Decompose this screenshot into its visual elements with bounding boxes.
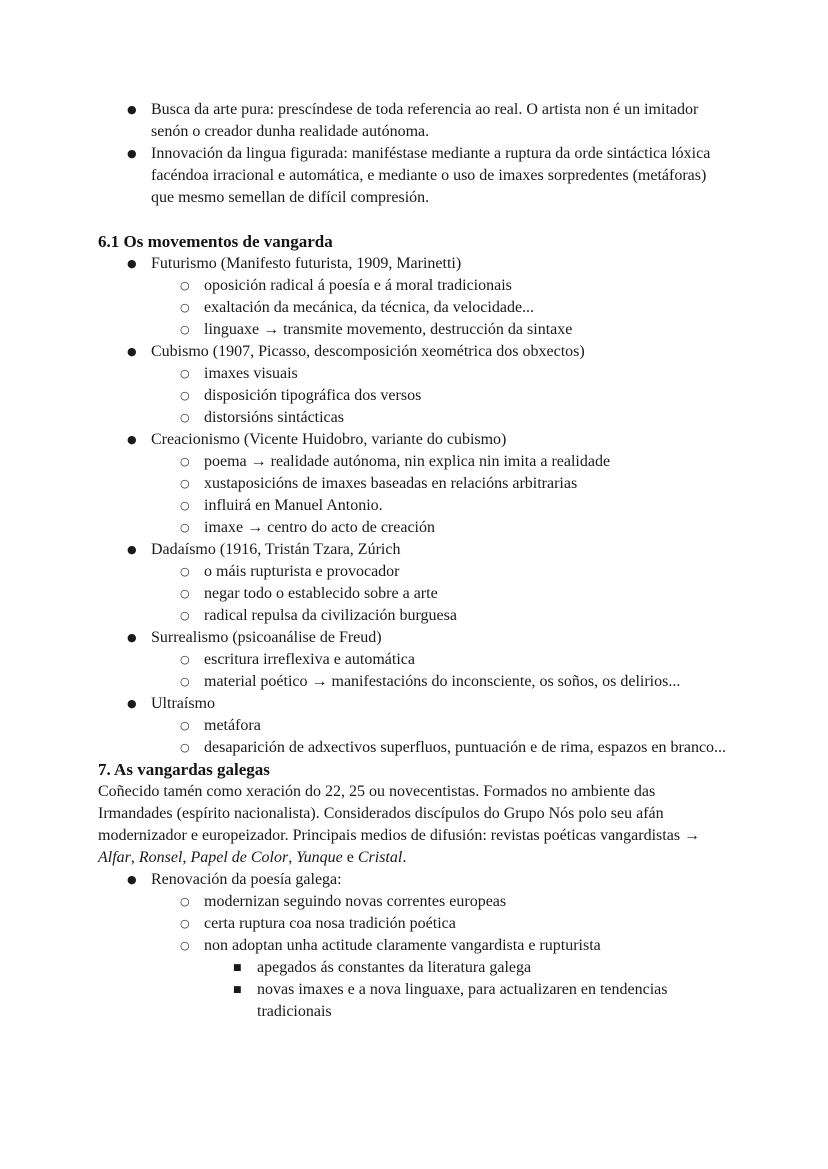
list-item [98,605,730,627]
list-item-text: certa ruptura coa nosa tradición poética [204,915,456,932]
list-item-text: imaxe → centro do acto de creación [204,519,435,536]
list-item [98,957,730,979]
square-bullet-icon: ■ [233,963,242,973]
list-item-text: imaxes visuais [204,365,298,382]
list-item-text: distorsións sintácticas [204,409,344,426]
circle-bullet-icon: ○ [180,587,190,600]
circle-bullet-icon: ○ [180,367,190,380]
paragraph [98,781,730,869]
circle-bullet-icon: ○ [180,895,190,908]
list-item-text: Renovación da poesía galega: [151,871,342,888]
list-item-text: metáfora [204,717,261,734]
text-run: . [402,849,407,866]
circle-bullet-icon: ○ [180,719,190,732]
list-item-text: exaltación da mecánica, da técnica, da velocidade... [204,299,535,316]
circle-bullet-icon: ○ [180,565,190,578]
text-run: Coñecido tamén como xeración do 22, 25 ou novecentistas. Formados no ambiente das Irmandades (espírito nacionalista). Considerados discípulos do Grupo Nós polo seu afán modernizador e europeizador. Principais medios de difusión: revistas poéticas vangardistas → [98,783,701,844]
disc-bullet-icon: ● [127,873,137,886]
circle-bullet-icon: ○ [180,411,190,424]
list-item [98,297,730,319]
list-item [98,451,730,473]
list-item-text: o máis rupturista e provocador [204,563,400,580]
circle-bullet-icon: ○ [180,279,190,292]
disc-bullet-icon: ● [127,433,137,446]
text-run: e [342,849,358,866]
list-item [98,715,730,737]
list-item [98,341,730,363]
list-item-text: apegados ás constantes da literatura galega [257,959,532,976]
circle-bullet-icon: ○ [180,917,190,930]
list-item [98,253,730,275]
journal-title: Alfar [98,849,131,866]
list-item [98,649,730,671]
list-item [98,143,730,209]
disc-bullet-icon: ● [127,631,137,644]
list-item-text: linguaxe → transmite movemento, destrucción da sintaxe [204,321,573,338]
list-item-text: Futurismo (Manifesto futurista, 1909, Marinetti) [151,255,462,272]
text-run: , [182,849,191,866]
list-item [98,583,730,605]
circle-bullet-icon: ○ [180,741,190,754]
disc-bullet-icon: ● [127,147,137,160]
list-item [98,429,730,451]
list-item [98,671,730,693]
list-item [98,935,730,957]
circle-bullet-icon: ○ [180,653,190,666]
text-run: , [130,849,139,866]
disc-bullet-icon: ● [127,345,137,358]
list-item-text: non adoptan unha actitude claramente vangardista e rupturista [204,937,601,954]
list-item [98,561,730,583]
circle-bullet-icon: ○ [180,477,190,490]
list-item-text: Surrealismo (psicoanálise de Freud) [151,629,382,646]
list-item [98,517,730,539]
list-item-text: disposición tipográfica dos versos [204,387,422,404]
list-item [98,407,730,429]
list-item [98,869,730,891]
list-item [98,473,730,495]
disc-bullet-icon: ● [127,543,137,556]
list-item [98,627,730,649]
list-item-text: material poético → manifestacións do inconsciente, os soños, os delirios... [204,673,681,690]
list-item-text: modernizan seguindo novas correntes europeas [204,893,507,910]
list-item-text: poema → realidade autónoma, nin explica nin imita a realidade [204,453,611,470]
circle-bullet-icon: ○ [180,675,190,688]
disc-bullet-icon: ● [127,103,137,116]
circle-bullet-icon: ○ [180,521,190,534]
list-item [98,99,730,143]
disc-bullet-icon: ● [127,697,137,710]
list-item [98,737,730,759]
text-run: , [288,849,297,866]
list-item-text: desaparición de adxectivos superfluos, puntuación e de rima, espazos en branco... [204,739,727,756]
journal-title: Papel de Color [190,849,289,866]
disc-bullet-icon: ● [127,257,137,270]
list-item-text: Creacionismo (Vicente Huidobro, variante do cubismo) [151,431,507,448]
list-item-text: radical repulsa da civilización burguesa [204,607,457,624]
list-item-text: escritura irreflexiva e automática [204,651,415,668]
list-item-text: Cubismo (1907, Picasso, descomposición xeométrica dos obxectos) [151,343,585,360]
list-item [98,539,730,561]
list-item [98,979,730,1023]
circle-bullet-icon: ○ [180,455,190,468]
list-item-text: novas imaxes e a nova linguaxe, para actualizaren en tendencias tradicionais [257,981,668,1020]
list-item [98,319,730,341]
circle-bullet-icon: ○ [180,301,190,314]
section-heading: 7. As vangardas galegas [98,760,270,779]
list-item [98,913,730,935]
list-item [98,891,730,913]
circle-bullet-icon: ○ [180,939,190,952]
circle-bullet-icon: ○ [180,323,190,336]
list-item-text: Innovación da lingua figurada: maniféstase mediante a ruptura da orde sintáctica lóxica facéndoa irracional e automática, e mediante o uso de imaxes sorpredentes (metáforas) que mesmo semellan de difícil compresión. [151,145,711,206]
list-item [98,363,730,385]
journal-title: Yunque [296,849,343,866]
list-item [98,385,730,407]
list-item [98,693,730,715]
journal-title: Cristal [357,849,403,866]
list-item-text: Dadaísmo (1916, Tristán Tzara, Zúrich [151,541,401,558]
list-item-text: negar todo o establecido sobre a arte [204,585,438,602]
list-item [98,495,730,517]
list-item-text: oposición radical á poesía e á moral tradicionais [204,277,512,294]
journal-title: Ronsel [138,849,183,866]
list-item-text: Busca da arte pura: prescíndese de toda referencia ao real. O artista non é un imitador senón o creador dunha realidade autónoma. [151,101,699,140]
circle-bullet-icon: ○ [180,499,190,512]
section-heading: 6.1 Os movementos de vangarda [98,232,333,251]
list-item [98,275,730,297]
list-item-text: influirá en Manuel Antonio. [204,497,383,514]
circle-bullet-icon: ○ [180,389,190,402]
list-item-text: Ultraísmo [151,695,215,712]
list-item-text: xustaposicións de imaxes baseadas en relacións arbitrarias [204,475,578,492]
square-bullet-icon: ■ [233,985,242,995]
circle-bullet-icon: ○ [180,609,190,622]
